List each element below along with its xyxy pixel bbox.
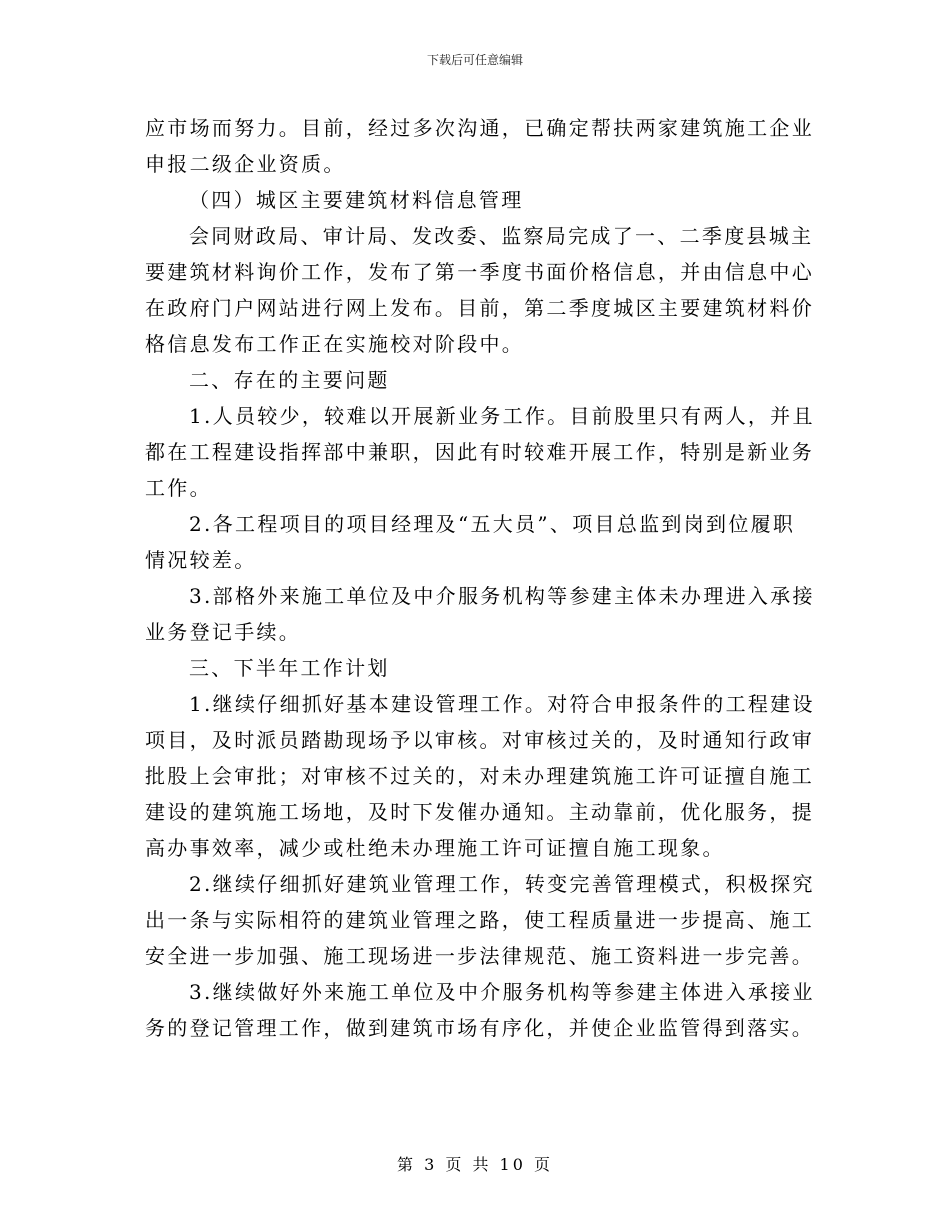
section-heading: 三、下半年工作计划 (189, 656, 390, 680)
section-heading: 二、存在的主要问题 (189, 368, 390, 392)
paragraph-line: 申报二级企业资质。 (145, 152, 346, 176)
paragraph-line: 格信息发布工作正在实施校对阶段中。 (145, 332, 525, 356)
paragraph-line: 要建筑材料询价工作，发布了第一季度书面价格信息，并由信息中心 (145, 260, 814, 284)
paragraph-line: 1.继续仔细抓好基本建设管理工作。对符合申报条件的工程建设 (189, 692, 815, 716)
paragraph-line: 批股上会审批；对审核不过关的，对未办理建筑施工许可证擅自施工 (145, 764, 814, 788)
page-footer: 第 3 页 共 10 页 (397, 1155, 553, 1174)
paragraph-line: 情况较差。 (145, 548, 257, 572)
paragraph-line: 3.部格外来施工单位及中介服务机构等参建主体未办理进入承接 (189, 584, 815, 608)
document-body (145, 110, 815, 1046)
paragraph-line: 应市场而努力。目前，经过多次沟通，已确定帮扶两家建筑施工企业 (145, 116, 814, 140)
paragraph-line: 项目，及时派员踏勘现场予以审核。对审核过关的，及时通知行政审 (145, 728, 814, 752)
paragraph-line: 在政府门户网站进行网上发布。目前，第二季度城区主要建筑材料价 (145, 296, 814, 320)
section-heading: （四）城区主要建筑材料信息管理 (189, 188, 524, 212)
paragraph-line: 会同财政局、审计局、发改委、监察局完成了一、二季度县城主 (189, 224, 814, 248)
paragraph-line: 1.人员较少，较难以开展新业务工作。目前股里只有两人，并且 (189, 404, 815, 428)
paragraph-line: 高办事效率，减少或杜绝未办理施工许可证擅自施工现象。 (145, 836, 725, 860)
paragraph-line: 2.继续仔细抓好建筑业管理工作，转变完善管理模式，积极探究 (189, 872, 815, 896)
paragraph-line: 3.继续做好外来施工单位及中介服务机构等参建主体进入承接业 (189, 980, 815, 1004)
paragraph-line: 2.各工程项目的项目经理及“五大员”、项目总监到岗到位履职 (189, 512, 796, 536)
paragraph-line: 务的登记管理工作，做到建筑市场有序化，并使企业监管得到落实。 (145, 1016, 814, 1040)
paragraph-line: 出一条与实际相符的建筑业管理之路，使工程质量进一步提高、施工 (145, 908, 814, 932)
paragraph-line: 业务登记手续。 (145, 620, 302, 644)
page-header: 下载后可任意编辑 (426, 53, 523, 67)
paragraph-line: 建设的建筑施工场地，及时下发催办通知。主动靠前，优化服务，提 (145, 800, 814, 824)
paragraph-line: 安全进一步加强、施工现场进一步法律规范、施工资料进一步完善。 (145, 944, 814, 968)
paragraph-line: 都在工程建设指挥部中兼职，因此有时较难开展工作，特别是新业务 (145, 440, 814, 464)
paragraph-line: 工作。 (145, 476, 212, 500)
